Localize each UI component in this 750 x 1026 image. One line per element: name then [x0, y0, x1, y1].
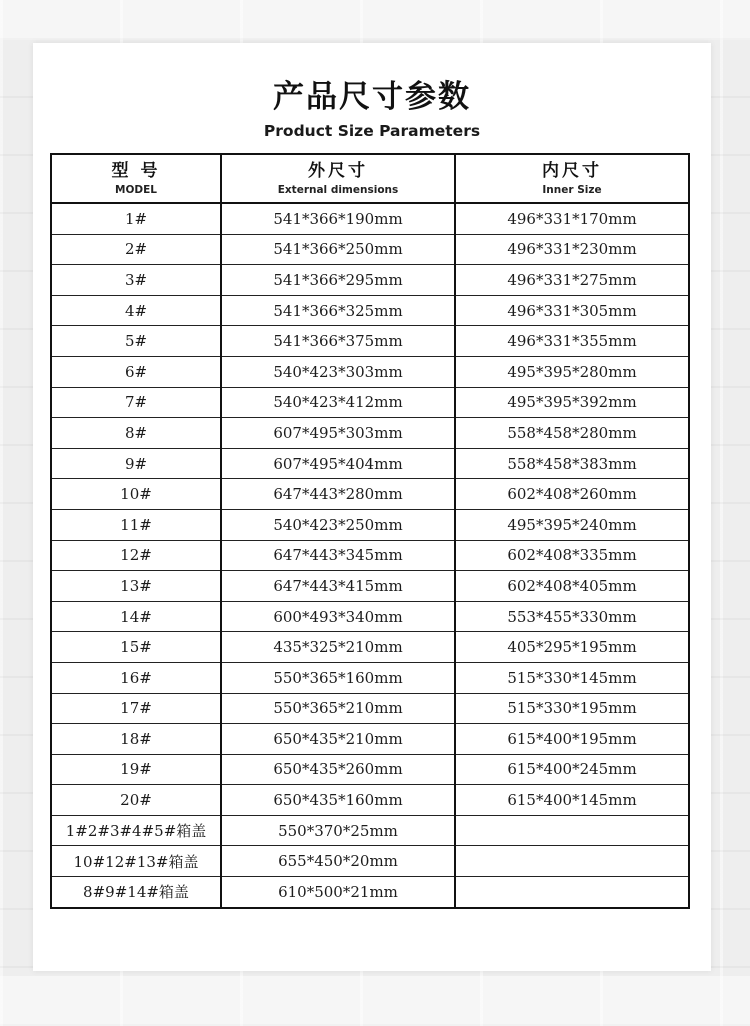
inner-size-cell: 495*395*392mm: [455, 387, 689, 418]
external-dimension-cell: 540*423*303mm: [221, 356, 455, 387]
table-row: [51, 540, 689, 571]
external-dimension-cell: 541*366*325mm: [221, 295, 455, 326]
table-row: [51, 815, 689, 846]
external-dimension-cell: 650*435*210mm: [221, 724, 455, 755]
inner-size-cell: 615*400*195mm: [455, 724, 689, 755]
table-row: [51, 326, 689, 357]
inner-size-cell: 496*331*230mm: [455, 234, 689, 265]
background-wall-bottom: [0, 976, 750, 1026]
table-row: [51, 295, 689, 326]
table-row: [51, 356, 689, 387]
model-cell: 13#: [51, 571, 221, 602]
external-dimension-cell: 541*366*295mm: [221, 265, 455, 296]
inner-size-cell: 496*331*275mm: [455, 265, 689, 296]
external-dimension-cell: 540*423*250mm: [221, 509, 455, 540]
header-external: [221, 154, 455, 203]
page-subtitle: Product Size Parameters: [263, 122, 481, 140]
model-cell: 10#: [51, 479, 221, 510]
external-dimension-cell: 550*365*160mm: [221, 662, 455, 693]
inner-size-cell: 602*408*335mm: [455, 540, 689, 571]
model-cell: 8#9#14#箱盖: [51, 877, 221, 908]
page-title: 产品尺寸参数: [273, 79, 471, 115]
external-dimension-cell: 647*443*280mm: [221, 479, 455, 510]
external-dimension-cell: 650*435*260mm: [221, 754, 455, 785]
inner-size-cell: 496*331*170mm: [455, 203, 689, 234]
external-dimension-cell: 541*366*190mm: [221, 203, 455, 234]
table-row: [51, 662, 689, 693]
model-cell: 15#: [51, 632, 221, 663]
header-inner-cn: 内尺寸: [542, 160, 602, 181]
table-row: [51, 234, 689, 265]
model-cell: 1#: [51, 203, 221, 234]
external-dimension-cell: 550*365*210mm: [221, 693, 455, 724]
inner-size-cell: 495*395*280mm: [455, 356, 689, 387]
inner-size-cell: [455, 846, 689, 877]
inner-size-cell: 515*330*145mm: [455, 662, 689, 693]
model-cell: 6#: [51, 356, 221, 387]
header-model: [51, 154, 221, 203]
external-dimension-cell: 600*493*340mm: [221, 601, 455, 632]
external-dimension-cell: 655*450*20mm: [221, 846, 455, 877]
table-row: [51, 418, 689, 449]
external-dimension-cell: 607*495*303mm: [221, 418, 455, 449]
header-inner: [455, 154, 689, 203]
table-body: [51, 203, 689, 908]
inner-size-cell: 615*400*245mm: [455, 754, 689, 785]
external-dimension-cell: 610*500*21mm: [221, 877, 455, 908]
inner-size-cell: [455, 815, 689, 846]
inner-size-cell: 558*458*280mm: [455, 418, 689, 449]
table-row: [51, 448, 689, 479]
inner-size-cell: 405*295*195mm: [455, 632, 689, 663]
table-row: [51, 509, 689, 540]
external-dimension-cell: 435*325*210mm: [221, 632, 455, 663]
model-cell: 8#: [51, 418, 221, 449]
header-model-en: MODEL: [115, 183, 157, 196]
inner-size-cell: 495*395*240mm: [455, 509, 689, 540]
model-cell: 1#2#3#4#5#箱盖: [51, 815, 221, 846]
table-row: [51, 479, 689, 510]
external-dimension-cell: 647*443*415mm: [221, 571, 455, 602]
external-dimension-cell: 607*495*404mm: [221, 448, 455, 479]
model-cell: 4#: [51, 295, 221, 326]
inner-size-cell: 496*331*355mm: [455, 326, 689, 357]
model-cell: 7#: [51, 387, 221, 418]
external-dimension-cell: 540*423*412mm: [221, 387, 455, 418]
inner-size-cell: 615*400*145mm: [455, 785, 689, 816]
inner-size-cell: 602*408*260mm: [455, 479, 689, 510]
header-model-cn: 型 号: [111, 160, 161, 181]
inner-size-cell: 602*408*405mm: [455, 571, 689, 602]
model-cell: 3#: [51, 265, 221, 296]
model-cell: 16#: [51, 662, 221, 693]
table-row: [51, 601, 689, 632]
parameter-sheet: [33, 43, 711, 971]
external-dimension-cell: 650*435*160mm: [221, 785, 455, 816]
inner-size-cell: 496*331*305mm: [455, 295, 689, 326]
table-row: [51, 754, 689, 785]
header-external-cn: 外尺寸: [308, 160, 368, 181]
header-external-en: External dimensions: [277, 183, 399, 196]
model-cell: 10#12#13#箱盖: [51, 846, 221, 877]
table-row: [51, 724, 689, 755]
table-row: [51, 785, 689, 816]
external-dimension-cell: 550*370*25mm: [221, 815, 455, 846]
model-cell: 18#: [51, 724, 221, 755]
table-row: [51, 265, 689, 296]
model-cell: 5#: [51, 326, 221, 357]
table-row: [51, 632, 689, 663]
table-row: [51, 693, 689, 724]
size-parameters-table: [50, 153, 690, 909]
model-cell: 14#: [51, 601, 221, 632]
table-row: [51, 877, 689, 908]
model-cell: 17#: [51, 693, 221, 724]
model-cell: 2#: [51, 234, 221, 265]
background-wall-top: [0, 0, 750, 40]
model-cell: 12#: [51, 540, 221, 571]
table-header: [51, 154, 689, 203]
table-row: [51, 387, 689, 418]
external-dimension-cell: 647*443*345mm: [221, 540, 455, 571]
external-dimension-cell: 541*366*375mm: [221, 326, 455, 357]
model-cell: 20#: [51, 785, 221, 816]
model-cell: 19#: [51, 754, 221, 785]
table-row: [51, 203, 689, 234]
header-inner-en: Inner Size: [542, 183, 602, 196]
table-header-row: [51, 154, 689, 203]
inner-size-cell: 553*455*330mm: [455, 601, 689, 632]
table-row: [51, 846, 689, 877]
model-cell: 9#: [51, 448, 221, 479]
inner-size-cell: 558*458*383mm: [455, 448, 689, 479]
inner-size-cell: 515*330*195mm: [455, 693, 689, 724]
inner-size-cell: [455, 877, 689, 908]
external-dimension-cell: 541*366*250mm: [221, 234, 455, 265]
table-row: [51, 571, 689, 602]
model-cell: 11#: [51, 509, 221, 540]
